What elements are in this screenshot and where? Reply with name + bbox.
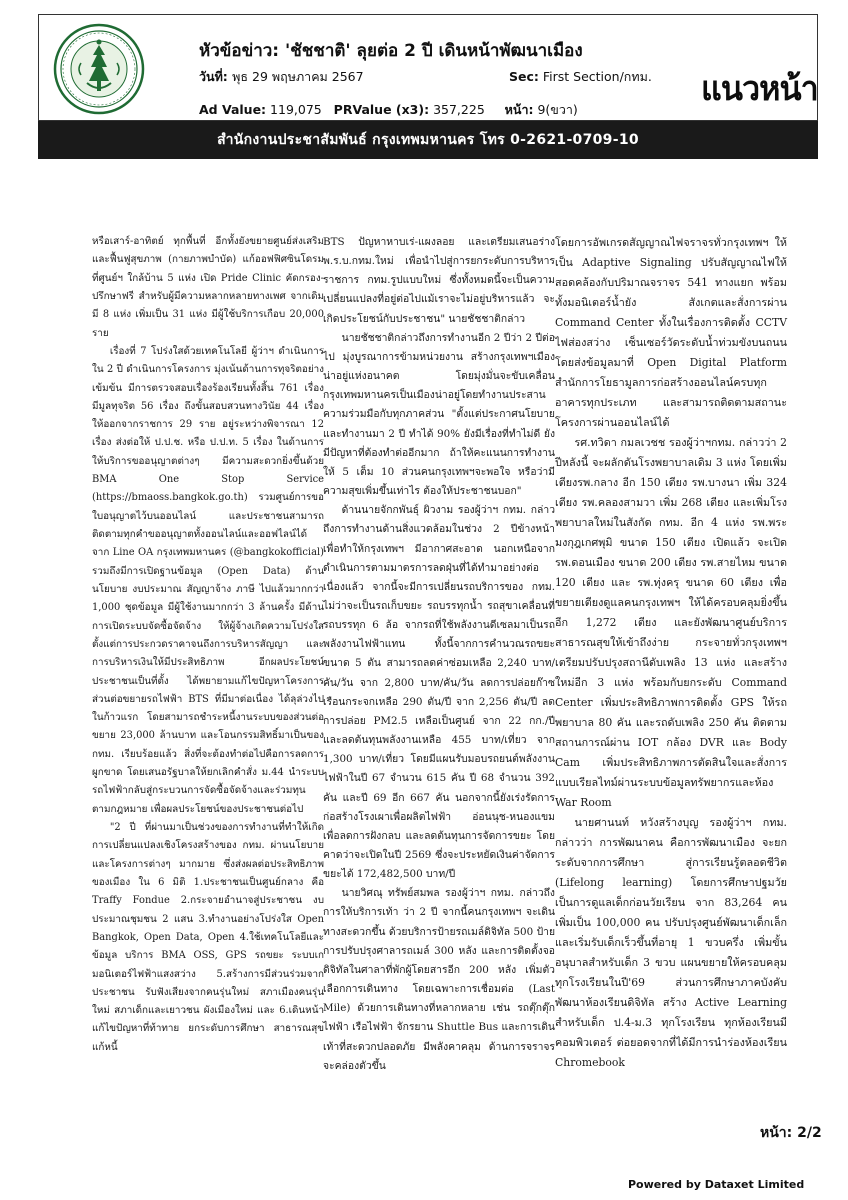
article-column-2 — [323, 233, 555, 1076]
ad-value-line — [199, 100, 578, 120]
publish-date — [199, 67, 364, 87]
article-paragraph: รศ.ทวิดา กมลเวชช รองผู้ว่าฯกทม. กล่าวว่า 2 ปีหลังนี้ จะผลักดันโรงพยาบาลเดิม 3 แห่ง โดยเพิ่มเตียงรพ.กลาง อีก 150 เตียง รพ.บางนา เพิ่ม 324 เตียง รพ.คลองสามวา เพิ่ม 268 เตียง และเพิ่มโรงพยาบาลใหม่ในสังกัด กทม. อีก 4 แห่ง รพ.พระมงกุฎเกศพุมิ ขนาด 150 เตียง เปิดแล้ว จะเปิด รพ.ดอนเมือง ขนาด 200 เตียง รพ.สายไหม ขนาด 120 เตียง และ รพ.ทุ่งครุ ขนาด 60 เตียง เพื่อขยายเตียงดูแลคนกรุงเทพฯ ให้ได้ครอบคลุมยิ่งขึ้น อีก 1,272 เตียง และยังพัฒนาศูนย์บริการสาธารณสุขให้เข้าถึงง่าย กระจายทั่วกรุงเทพฯ เตรียมปรับปรุงสถานีดับเพลิง 13 แห่ง และสร้างใหม่อีก 3 แห่ง พร้อมกับยกระดับ Command Center เพิ่มประสิทธิภาพการติดตั้ง GPS ให้รถพยาบาล 80 คัน และรถดับเพลิง 250 คัน ติดตามสถานการณ์ผ่าน IOT กล้อง DVR และ Body Cam เพิ่มประสิทธิภาพการตัดสินใจและสั่งการแบบเรียลไทม์ผ่านระบบข้อมูลทรัพยากรและห้อง War Room — [555, 436, 787, 809]
section-info — [509, 67, 652, 87]
article-paragraph: นายวิศณุ ทรัพย์สมพล รองผู้ว่าฯ กทม. กล่าวถึงการให้บริการเท้า ว่า 2 ปี จากนี้คนกรุงเทพฯ จะเดินทางสะดวกขึ้น ด้วยบริการป้ายรถเมล์ดิจิทัล 500 ป้าย การปรับปรุงศาลารถเมล์ 300 หลัง และการติดตั้งจอดิจิทัลในศาลาที่พักผู้โดยสารอีก 200 หลัง เพิ่มตัวเลือกการเดินทาง โดยเฉพาะการเชื่อมต่อ (Last Mile) ด้วยการเดินทางที่หลากหลาย เช่น รถตุ๊กตุ๊กไฟฟ้า เรือไฟฟ้า จักรยาน Shuttle Bus และการเดินเท้าที่สะดวกปลอดภัย มีพลังคาคลุม ด้านการจราจรจะคล่องตัวขึ้น — [323, 887, 555, 1072]
ad-value: 119,075 — [270, 102, 322, 117]
contact-bar — [38, 121, 818, 159]
date-label: วันที่: — [199, 69, 228, 84]
clipping-header — [38, 14, 818, 121]
page-number: หน้า: 2/2 — [760, 1125, 822, 1141]
contact-text: สำนักงานประชาสัมพันธ์ กรุงเทพมหานคร โทร 0-2621-0709-10 — [217, 132, 639, 148]
article-paragraph: "2 ปี ที่ผ่านมาเป็นช่วงของการทำงานที่ทำให้เกิดการเปลี่ยนแปลงเชิงโครงสร้างของ กทม. ผ่านนโยบายและโครงการต่างๆ มากมาย ซึ่งส่งผลต่อประสิทธิภาพของเมือง ใน 6 มิติ 1.ประชาชนเป็นศูนย์กลาง คือ Traffy Fondue 2.กระจายอำนาจสู่ประชาชน งบประมาณชุมชน 2 แสน 3.ทำงานอย่างโปร่งใส Open Bangkok, Open Data, Open 4.ใช้เทคโนโลยีและข้อมูล บริการ BMA OSS, GPS รถขยะ ระบบเกมอนิเตอร์ไฟฟ้าแสงสว่าง 5.สร้างการมีส่วนร่วมจากประชาชน รับฟังเสียงจากคนรุ่นใหม่ สภาเมืองคนรุ่นใหม่ สภาเด็กและเยาวชน ผังเมืองใหม่ และ 6.เดินหน้าแก้ไขปัญหาที่ท้าทาย ยกระดับการศึกษา สาธารณสุข แก้หนี้ — [92, 822, 324, 1053]
section-label: Sec: — [509, 69, 539, 84]
page-label: หน้า: — [504, 102, 534, 117]
page-value: 9(ขวา) — [537, 102, 578, 117]
article-paragraph: โดยการอัพเกรดสัญญาณไฟจราจรทั่วกรุงเทพฯ ให้เป็น Adaptive Signaling ปรับสัญญาณไฟให้สอดคล้องกับปริมาณจราจร 541 ทางแยก พร้อมทั้งมอนิเตอร์น้ำยัง สังเกตและสั่งการผ่าน Command Center ทั้งในเรื่องการติดตั้ง CCTV ไฟส่องสว่าง เซ็นเซอร์วัดระดับน้ำท่วมขังบนถนน โดยส่งข้อมูลมาที่ Open Digital Platform สำนักการโยธามูลการก่อสร้างออนไลน์ครบทุกอาคารทุกประเภท และสามารถติดตามสถานะโครงการผ่านออนไลน์ได้ — [555, 236, 787, 429]
newspaper-name: แนวหน้า — [701, 69, 818, 109]
article-column-1 — [92, 233, 324, 1057]
article-paragraph: เรื่องที่ 7 โปร่งใสด้วยเทคโนโลยี ผู้ว่าฯ ดำเนินการใน 2 ปี ดำเนินการโครงการ มุ่งเน้นด้านการทุจริตอย่างเข้มข้น มีการตรวจสอบเรื่องร้องเรียนทั้งสิ้น 761 เรื่อง มีมูลทุจริต 56 เรื่อง ถึงขั้นสอบสวนทางวินัย 44 เรื่อง ให้ออกจากราชการ 29 ราย อยู่ระหว่างพิจารณา 12 เรื่อง ส่งต่อให้ ป.ป.ช. หรือ ป.ป.ท. 5 เรื่อง ในด้านการให้บริการขออนุญาตต่างๆ มีความสะดวกยิ่งขึ้นด้วย BMA One Stop Service (https://bmaoss.bangkok.go.th) รวมศูนย์การขอใบอนุญาตไว้บนออนไลน์ และประชาชนสามารถติดตามทุกคำขออนุญาตทั้งออนไลน์และออฟไลน์ได้จาก Line OA กรุงเทพมหานคร (@bangkokofficial) รวมถึงมีการเปิดฐานข้อมูล (Open Data) ด้านนโยบาย งบประมาณ สัญญาจ้าง ภาษี ไปแล้วมากกว่า 1,000 ชุดข้อมูล มีผู้ใช้งานมากกว่า 3 ล้านครั้ง มีด้านการเปิดระบบจัดซื้อจัดจ้าง ให้ผู้จ้างเกิดความโปร่งใสตั้งแต่การประกวดราคาจนถึงการบริหารสัญญา และการบริหารเงินให้มีประสิทธิภาพ อีกผลประโยชน์ประชาชนเป็นที่ตั้ง ได้พยายามแก้ไขปัญหาโครงการส่วนต่อขยายรถไฟฟ้า BTS ที่มีมาต่อเนื่อง ได้ลุล่วงไปในก้าวแรก โดยสามารถชำระหนี้งานระบบของส่วนต่อขยาย 23,000 ล้านบาท และโอนกรรมสิทธิ์มาเป็นของ กทม. เรียบร้อยแล้ว สิ่งที่จะต้องทำต่อไปคือการลดการผูกขาด โดยเสนอรัฐบาลให้ยกเลิกคำสั่ง ม.44 นำระบบรถไฟฟ้ากลับสู่กระบวนการจัดซื้อจัดจ้างและร่วมทุนตามกฎหมาย เพื่อผลประโยชน์ของประชาชนต่อไป — [92, 345, 324, 815]
article-paragraph: หรือเสาร์-อาทิตย์ ทุกพื้นที่ อีกทั้งยังขยายศูนย์ส่งเสริมและฟื้นฟูสุขภาพ (กายภาพบำบัด) แก้ออฟฟิศซินโดรม ที่ศูนย์ฯ ใกล้บ้าน 5 แห่ง เปิด Pride Clinic คัดกรอง-ปรึกษาฟรี สำหรับผู้มีความหลากหลายทางเพศ จากเดิมมี 8 แห่ง เพิ่มเป็น 31 แห่ง มีผู้ใช้บริการเกือบ 20,000 ราย — [92, 236, 324, 339]
news-headline — [199, 37, 583, 64]
article-paragraph: BTS ปัญหาหาบเร่-แผงลอย และเตรียมเสนอร่าง พ.ร.บ.กทม.ใหม่ เพื่อนำไปสู่การยกระดับการบริหารราชการ กทม.รูปแบบใหม่ ซึ่งทั้งหมดนี้จะเป็นความเปลี่ยนแปลงที่อยู่ต่อไปแม้เราจะไม่อยู่บริหารแล้ว จะเกิดประโยชน์กับประชาชน" นายชัชชาติกล่าว — [323, 236, 555, 325]
ad-value-label: Ad Value: — [199, 102, 267, 117]
article-paragraph: ด้านนายจักกพันธุ์ ผิวงาม รองผู้ว่าฯ กทม. กล่าวถึงการทำงานด้านสิ่งแวดล้อมในช่วง 2 ปีข้างหน้า เพื่อทำให้กรุงเทพฯ มีอากาศสะอาด นอกเหนือจากดำเนินการตามมาตรการลดฝุ่นที่ได้ทำมาอย่างต่อเนื่องแล้ว จากนี้จะมีการเปลี่ยนรถบริการของ กทม. ไม่ว่าจะเป็นรถเก็บขยะ รถบรรทุกน้ำ รถสุขาเคลื่อนที่ รถบรรทุก 6 ล้อ จากรถที่ใช้พลังงานดีเซลมาเป็นรถพลังงานไฟฟ้าแทน ทั้งนี้จากการคำนวณรถขยะขนาด 5 ตัน สามารถลดค่าซ่อมเหลือ 2,240 บาท/คัน/วัน จาก 2,800 บาท/คัน/วัน ลดการปล่อยก๊าซเรือนกระจกเหลือ 290 ตัน/ปี จาก 2,256 ตัน/ปี ลดการปล่อย PM2.5 เหลือเป็นศูนย์ จาก 22 กก./ปี และลดต้นทุนพลังงานเหลือ 455 บาท/เที่ยว จาก 1,300 บาท/เที่ยว โดยมีแผนรับมอบรถยนต์พลังงานไฟฟ้าในปี 67 จำนวน 615 คัน ปี 68 จำนวน 392 คัน และปี 69 อีก 667 คัน นอกจากนี้ยังเร่งรัดการก่อสร้างโรงเผาเพื่อผลิตไฟฟ้า อ่อนนุช-หนองแขม เพื่อลดการฝังกลบ และลดต้นทุนการจัดการขยะ โดยคาดว่าจะเปิดในปี 2569 ซึ่งจะประหยัดเงินค่าจัดการขยะได้ 172,482,500 บาท/ปี — [323, 504, 555, 881]
pr-value-label: PRValue (x3): — [333, 102, 430, 117]
date-text: พุธ 29 พฤษภาคม 2567 — [232, 69, 364, 84]
article-paragraph: นายศานนท์ หวังสร้างบุญ รองผู้ว่าฯ กทม. กล่าวว่า การพัฒนาคน คือการพัฒนาเมือง จะยกระดับจากการศึกษา สู่การเรียนรู้ตลอดชีวิต (Lifelong learning) โดยการศึกษาปฐมวัยเป็นการดูแลเด็กก่อนวัยเรียน จาก 83,264 คน เพิ่มเป็น 100,000 คน ปรับปรุงศูนย์พัฒนาเด็กเล็กและเริ่มรับเด็กเร็วขึ้นที่อายุ 1 ขวบครึ่ง เพิ่มขั้นอนุบาลสำหรับเด็ก 3 ขวบ แผนขยายให้ครอบคลุมทุกโรงเรียนในปี'69 ส่วนการศึกษาภาคบังคับ พัฒนาห้องเรียนดิจิทัล สร้าง Active Learning สำหรับเด็ก ป.4-ม.3 ทุกโรงเรียน ทุกห้องเรียนมีคอมพิวเตอร์ ต่อยอดจากที่ได้มีการนำร่องห้องเรียน Chromebook — [555, 816, 787, 1069]
article-column-3 — [555, 233, 787, 1073]
headline-label: หัวข้อข่าว: — [199, 41, 280, 61]
section-text: First Section/กทม. — [542, 69, 652, 84]
powered-by: Powered by Dataxet Limited — [628, 1178, 805, 1191]
pr-value: 357,225 — [433, 102, 485, 117]
article-paragraph: นายชัชชาติกล่าวถึงการทำงานอีก 2 ปีว่า 2 ปีต่อไป มุ่งบูรณาการข้ามหน่วยงาน สร้างกรุงเทพฯเมืองน่าอยู่แห่งอนาคต โดยมุ่งมั่นจะขับเคลื่อนกรุงเทพมหานครเป็นเมืองน่าอยู่โดยทำงานประสานความร่วมมือกับทุกภาคส่วน "ตั้งแต่ประกาศนโยบายและทำงานมา 2 ปี ทำได้ 90% ยังมีเรื่องที่ทำไม่ดี ยังมีปัญหาที่ต้องทำต่ออีกมาก ถ้าให้คะแนนการทำงาน ให้ 5 เต็ม 10 ส่วนคนกรุงเทพฯจะพอใจ หรือว่ามีความสุขเพิ่มขึ้นเท่าไร ต้องให้ประชาชนบอก" — [323, 331, 555, 498]
headline-text: 'ชัชชาติ' ลุยต่อ 2 ปี เดินหน้าพัฒนาเมือง — [285, 41, 583, 61]
bangkok-metropolitan-seal-icon — [53, 23, 145, 115]
